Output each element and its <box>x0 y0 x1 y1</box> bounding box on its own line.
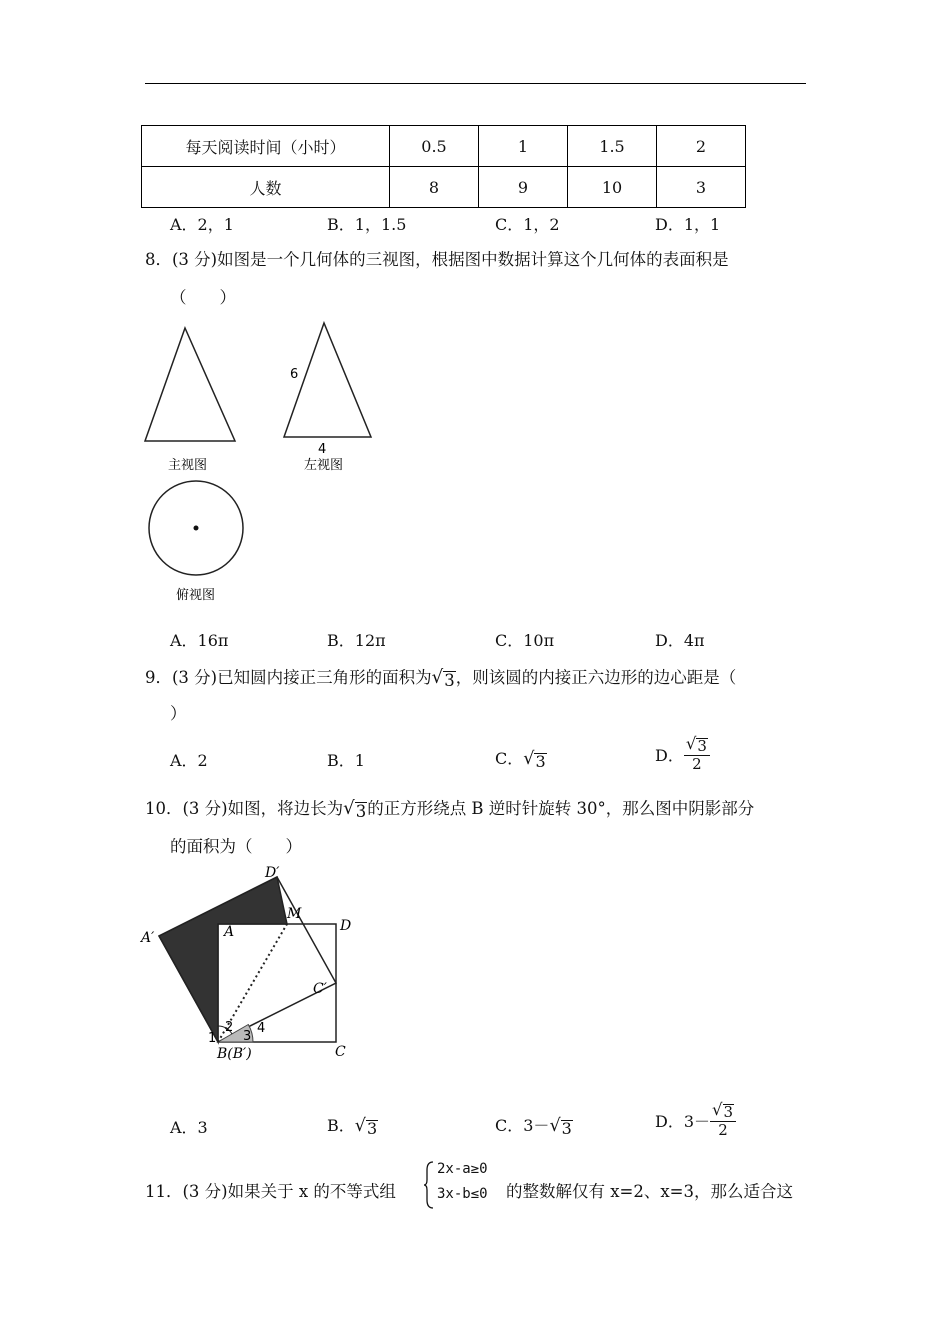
option-label: C． <box>495 749 524 768</box>
q10-option-d <box>655 1102 736 1139</box>
label-m: M <box>287 906 302 922</box>
table-cell: 9 <box>479 167 568 208</box>
q9-stem-suffix: ，则该圆的内接正六边形的边心距是（ <box>455 668 737 687</box>
q10-option-c <box>495 1113 573 1138</box>
sqrt-expression: √ 3 <box>431 667 455 690</box>
q8-option-d: D．4π <box>655 631 705 650</box>
q10-option-b <box>327 1113 378 1138</box>
inequality-1: 2x-a≥0 <box>437 1161 488 1177</box>
q11-stem-suffix: 的整数解仅有 x=2、x=3，那么适合这 <box>506 1182 794 1201</box>
q7-option-c: C．1，2 <box>495 215 560 234</box>
table-cell: 8 <box>390 167 479 208</box>
label-side-length: 6 <box>290 367 299 382</box>
label-angle-4: 4 <box>257 1021 266 1036</box>
q9-stem-line2: ） <box>170 704 187 723</box>
table-cell: 每天阅读时间（小时） <box>142 126 390 167</box>
table-cell: 10 <box>568 167 657 208</box>
fraction: √ 3 2 <box>684 736 710 773</box>
option-label: C．3－ <box>495 1116 550 1135</box>
q7-option-b: B．1，1.5 <box>327 215 407 234</box>
sqrt-expression: √ 3 <box>523 749 546 771</box>
q11-stem-prefix: 11．(3 分)如果关于 x 的不等式组 <box>145 1182 396 1201</box>
q7-option-d: D．1，1 <box>655 215 721 234</box>
q9-option-c <box>495 746 547 771</box>
caption-left-view: 左视图 <box>304 458 344 473</box>
q9-option-b: B．1 <box>327 751 365 770</box>
q9-option-a: A．2 <box>170 751 208 770</box>
q8-option-a: A．16π <box>170 631 229 650</box>
label-a-prime: A′ <box>141 930 155 946</box>
q9-stem-line1 <box>145 664 736 689</box>
label-c-prime: C′ <box>313 981 327 997</box>
fraction-denominator: 2 <box>718 1120 728 1139</box>
sqrt-radicand: 3 <box>535 752 546 771</box>
option-label: D．3－ <box>655 1112 711 1131</box>
label-b: B(B′) <box>217 1046 252 1062</box>
label-d-prime: D′ <box>265 865 280 881</box>
q8-stem-line1: 8．(3 分)如图是一个几何体的三视图，根据图中数据计算这个几何体的表面积是 <box>145 250 729 269</box>
inequality-2: 3x-b≤0 <box>437 1186 488 1202</box>
reading-time-table <box>141 125 746 208</box>
label-a: A <box>224 924 235 940</box>
rotated-square-figure <box>135 860 375 1070</box>
q10-stem-line1 <box>145 795 754 820</box>
sqrt-radicand: 3 <box>444 671 455 690</box>
sqrt-expression: √ 3 <box>354 1116 378 1138</box>
table-cell: 2 <box>657 126 746 167</box>
sqrt-expression: √ 3 <box>549 1116 572 1138</box>
q9-stem-prefix: 9．(3 分)已知圆内接正三角形的面积为 <box>145 668 432 687</box>
caption-front-view: 主视图 <box>168 458 208 473</box>
label-angle-2: 2 <box>225 1020 234 1035</box>
three-view-figure <box>140 315 400 615</box>
sqrt-radicand: 3 <box>697 737 707 755</box>
sqrt-radicand: 3 <box>561 1119 572 1138</box>
option-label: B． <box>327 1116 355 1135</box>
table-cell: 3 <box>657 167 746 208</box>
label-angle-1: 1 <box>208 1031 217 1046</box>
q10-stem-prefix: 10．(3 分)如图，将边长为 <box>145 799 344 818</box>
sqrt-radicand: 3 <box>355 802 367 821</box>
label-angle-3: 3 <box>243 1029 252 1044</box>
q8-option-b: B．12π <box>327 631 386 650</box>
option-label: D． <box>655 746 684 765</box>
fraction-denominator: 2 <box>692 754 702 773</box>
q10-stem-line2: 的面积为（ ） <box>170 837 302 856</box>
table-cell: 1.5 <box>568 126 657 167</box>
caption-top-view: 俯视图 <box>176 588 216 603</box>
q10-option-a: A．3 <box>170 1118 208 1137</box>
sqrt-radicand: 3 <box>723 1103 734 1121</box>
front-view-triangle <box>145 328 235 441</box>
sqrt-radicand: 3 <box>366 1119 378 1138</box>
sqrt-expression: √ 3 <box>343 798 367 821</box>
q10-stem-suffix: 的正方形绕点 B 逆时针旋转 30°，那么图中阴影部分 <box>367 799 755 818</box>
table-row <box>142 126 746 167</box>
left-brace-icon <box>423 1160 435 1210</box>
table-cell: 0.5 <box>390 126 479 167</box>
top-view-center-dot <box>194 526 199 531</box>
q9-option-d <box>655 736 710 773</box>
table-cell: 人数 <box>142 167 390 208</box>
fraction: √ 3 2 <box>710 1102 736 1139</box>
label-c: C <box>335 1044 346 1060</box>
q8-option-c: C．10π <box>495 631 555 650</box>
q8-stem-line2: （ ） <box>170 288 236 307</box>
table-cell: 1 <box>479 126 568 167</box>
table-row <box>142 167 746 208</box>
top-rule <box>145 83 806 84</box>
q7-option-a: A．2，1 <box>170 215 234 234</box>
label-base-length: 4 <box>318 442 327 457</box>
label-d: D <box>340 918 352 934</box>
